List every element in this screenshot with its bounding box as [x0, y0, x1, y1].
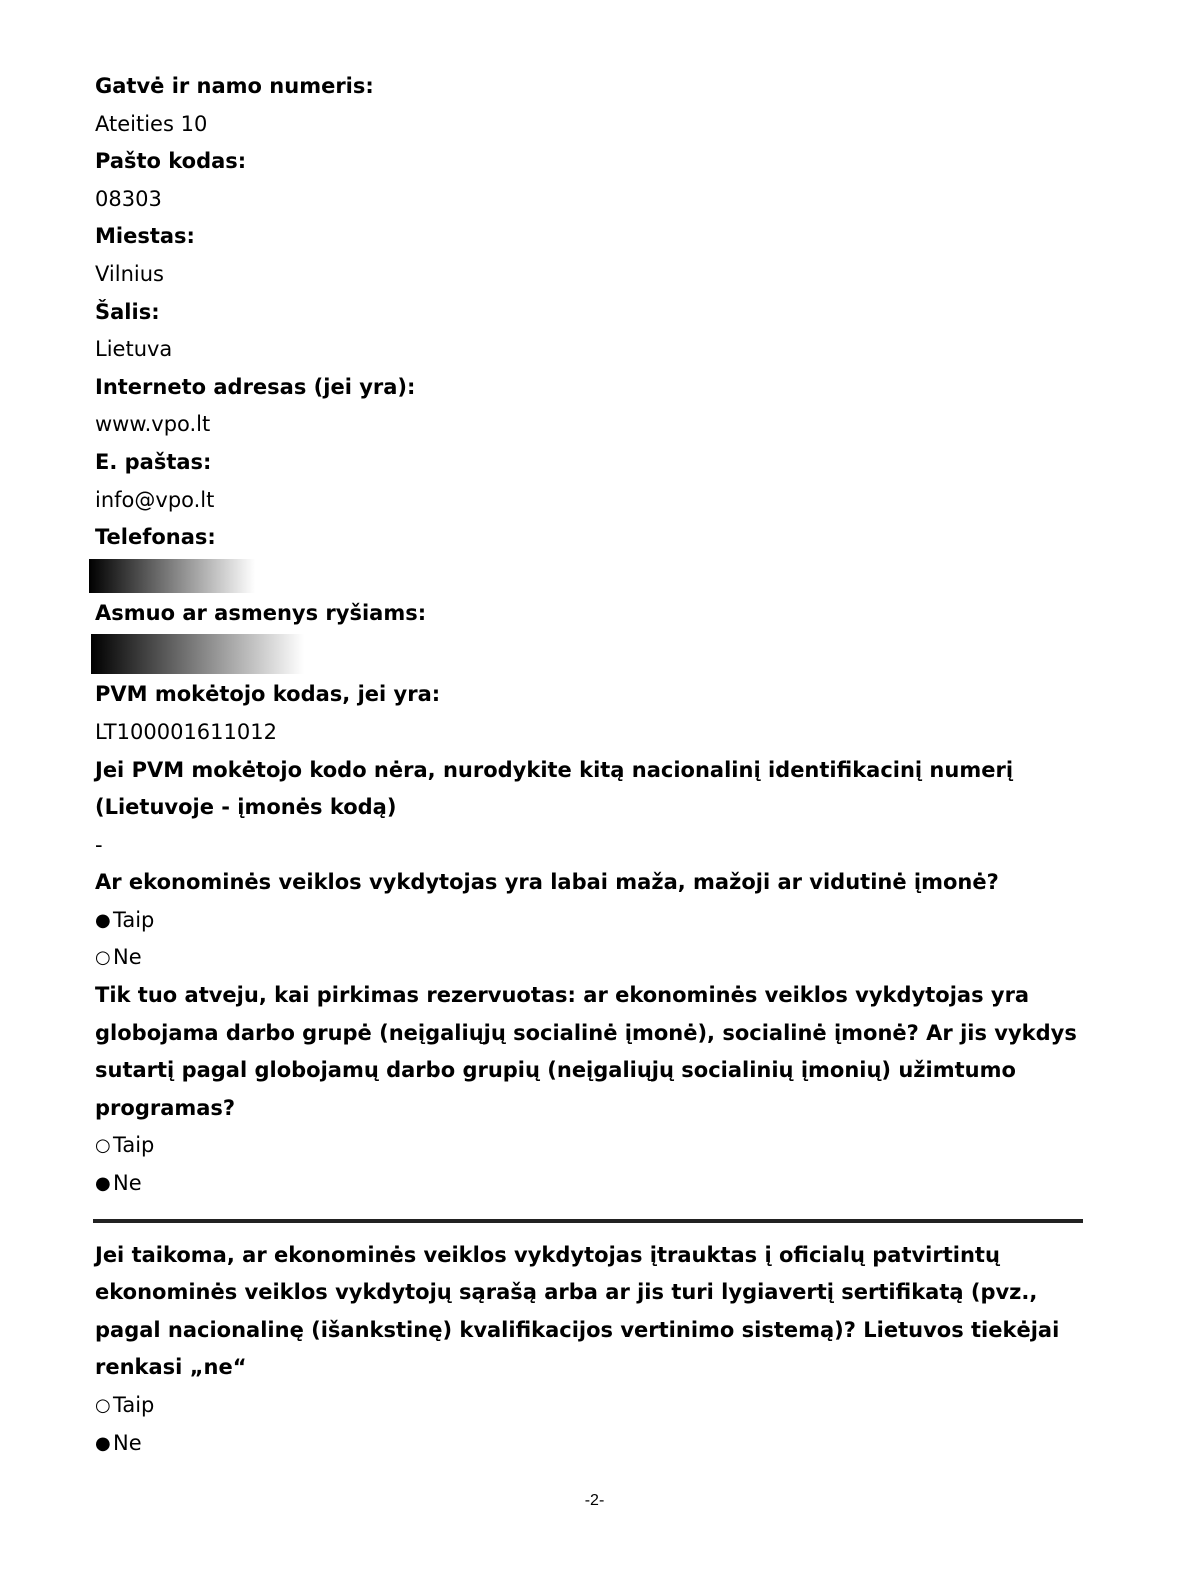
email-label: E. paštas: [95, 449, 212, 474]
sheltered-workshop-question: Tik tuo atveju, kai pirkimas rezervuotas: ar ekonominės veiklos vykdytojas yra globojama darbo grupė (neįgaliųjų socialinė įmonė), socialinė įmonė? Ar jis vykdys sutartį pagal globojamų darbo grupių (neįgaliųjų socialinių įmonių) užimtumo programas? [95, 983, 1077, 1120]
website-label: Interneto adresas (jei yra): [95, 374, 416, 399]
radio-unchecked-icon: ○ [95, 1135, 111, 1157]
radio-checked-icon: ● [95, 1173, 111, 1195]
official-list-option-no[interactable]: ● Ne [95, 1425, 1085, 1463]
street-value: Ateities 10 [95, 111, 208, 136]
vat-code-label: PVM mokėtojo kodas, jei yra: [95, 682, 441, 707]
page-number: -2- [584, 1492, 605, 1509]
postcode-label: Pašto kodas: [95, 149, 247, 174]
radio-checked-icon: ● [95, 909, 111, 931]
national-id-value: - [95, 832, 103, 857]
country-label: Šalis: [95, 299, 160, 324]
radio-unchecked-icon: ○ [95, 947, 111, 969]
official-list-question: Jei taikoma, ar ekonominės veiklos vykdytojas įtrauktas į oficialų patvirtintų ekonominės veiklos vykdytojų sąrašą arba ar jis turi lygiavertį sertifikatą (pvz., pagal nacionalinę (išankstinę) kvalifikacijos vertinimo sistemą)? Lietuvos tiekėjai renkasi „ne“ [95, 1242, 1060, 1380]
sheltered-option-yes[interactable]: ○ Taip [95, 1127, 1085, 1165]
country-value: Lietuva [95, 337, 173, 362]
phone-redaction [89, 559, 255, 593]
sme-option-no[interactable]: ○ Ne [95, 939, 1085, 977]
postcode-value: 08303 [95, 186, 162, 211]
city-value: Vilnius [95, 261, 164, 286]
section-divider [93, 1219, 1083, 1223]
city-label: Miestas: [95, 224, 195, 249]
sme-question: Ar ekonominės veiklos vykdytojas yra labai maža, mažoji ar vidutinė įmonė? [95, 870, 999, 895]
radio-unchecked-icon: ○ [95, 1395, 111, 1416]
contact-person-redaction [91, 634, 304, 674]
national-id-label: Jei PVM mokėtojo kodo nėra, nurodykite kitą nacionalinį identifikacinį numerį (Lietuvoje - įmonės kodą) [95, 757, 1014, 820]
sheltered-option-no[interactable]: ● Ne [95, 1165, 1085, 1203]
document-page [95, 68, 1085, 1462]
street-label: Gatvė ir namo numeris: [95, 74, 374, 98]
email-value: info@vpo.lt [95, 487, 215, 512]
official-list-option-yes[interactable]: ○ Taip [95, 1387, 1085, 1425]
website-value: www.vpo.lt [95, 412, 211, 437]
radio-checked-icon: ● [95, 1432, 111, 1454]
phone-label: Telefonas: [95, 525, 216, 550]
contact-person-label: Asmuo ar asmenys ryšiams: [95, 600, 427, 625]
vat-code-value: LT100001611012 [95, 719, 277, 744]
sme-option-yes[interactable]: ● Taip [95, 902, 1085, 940]
